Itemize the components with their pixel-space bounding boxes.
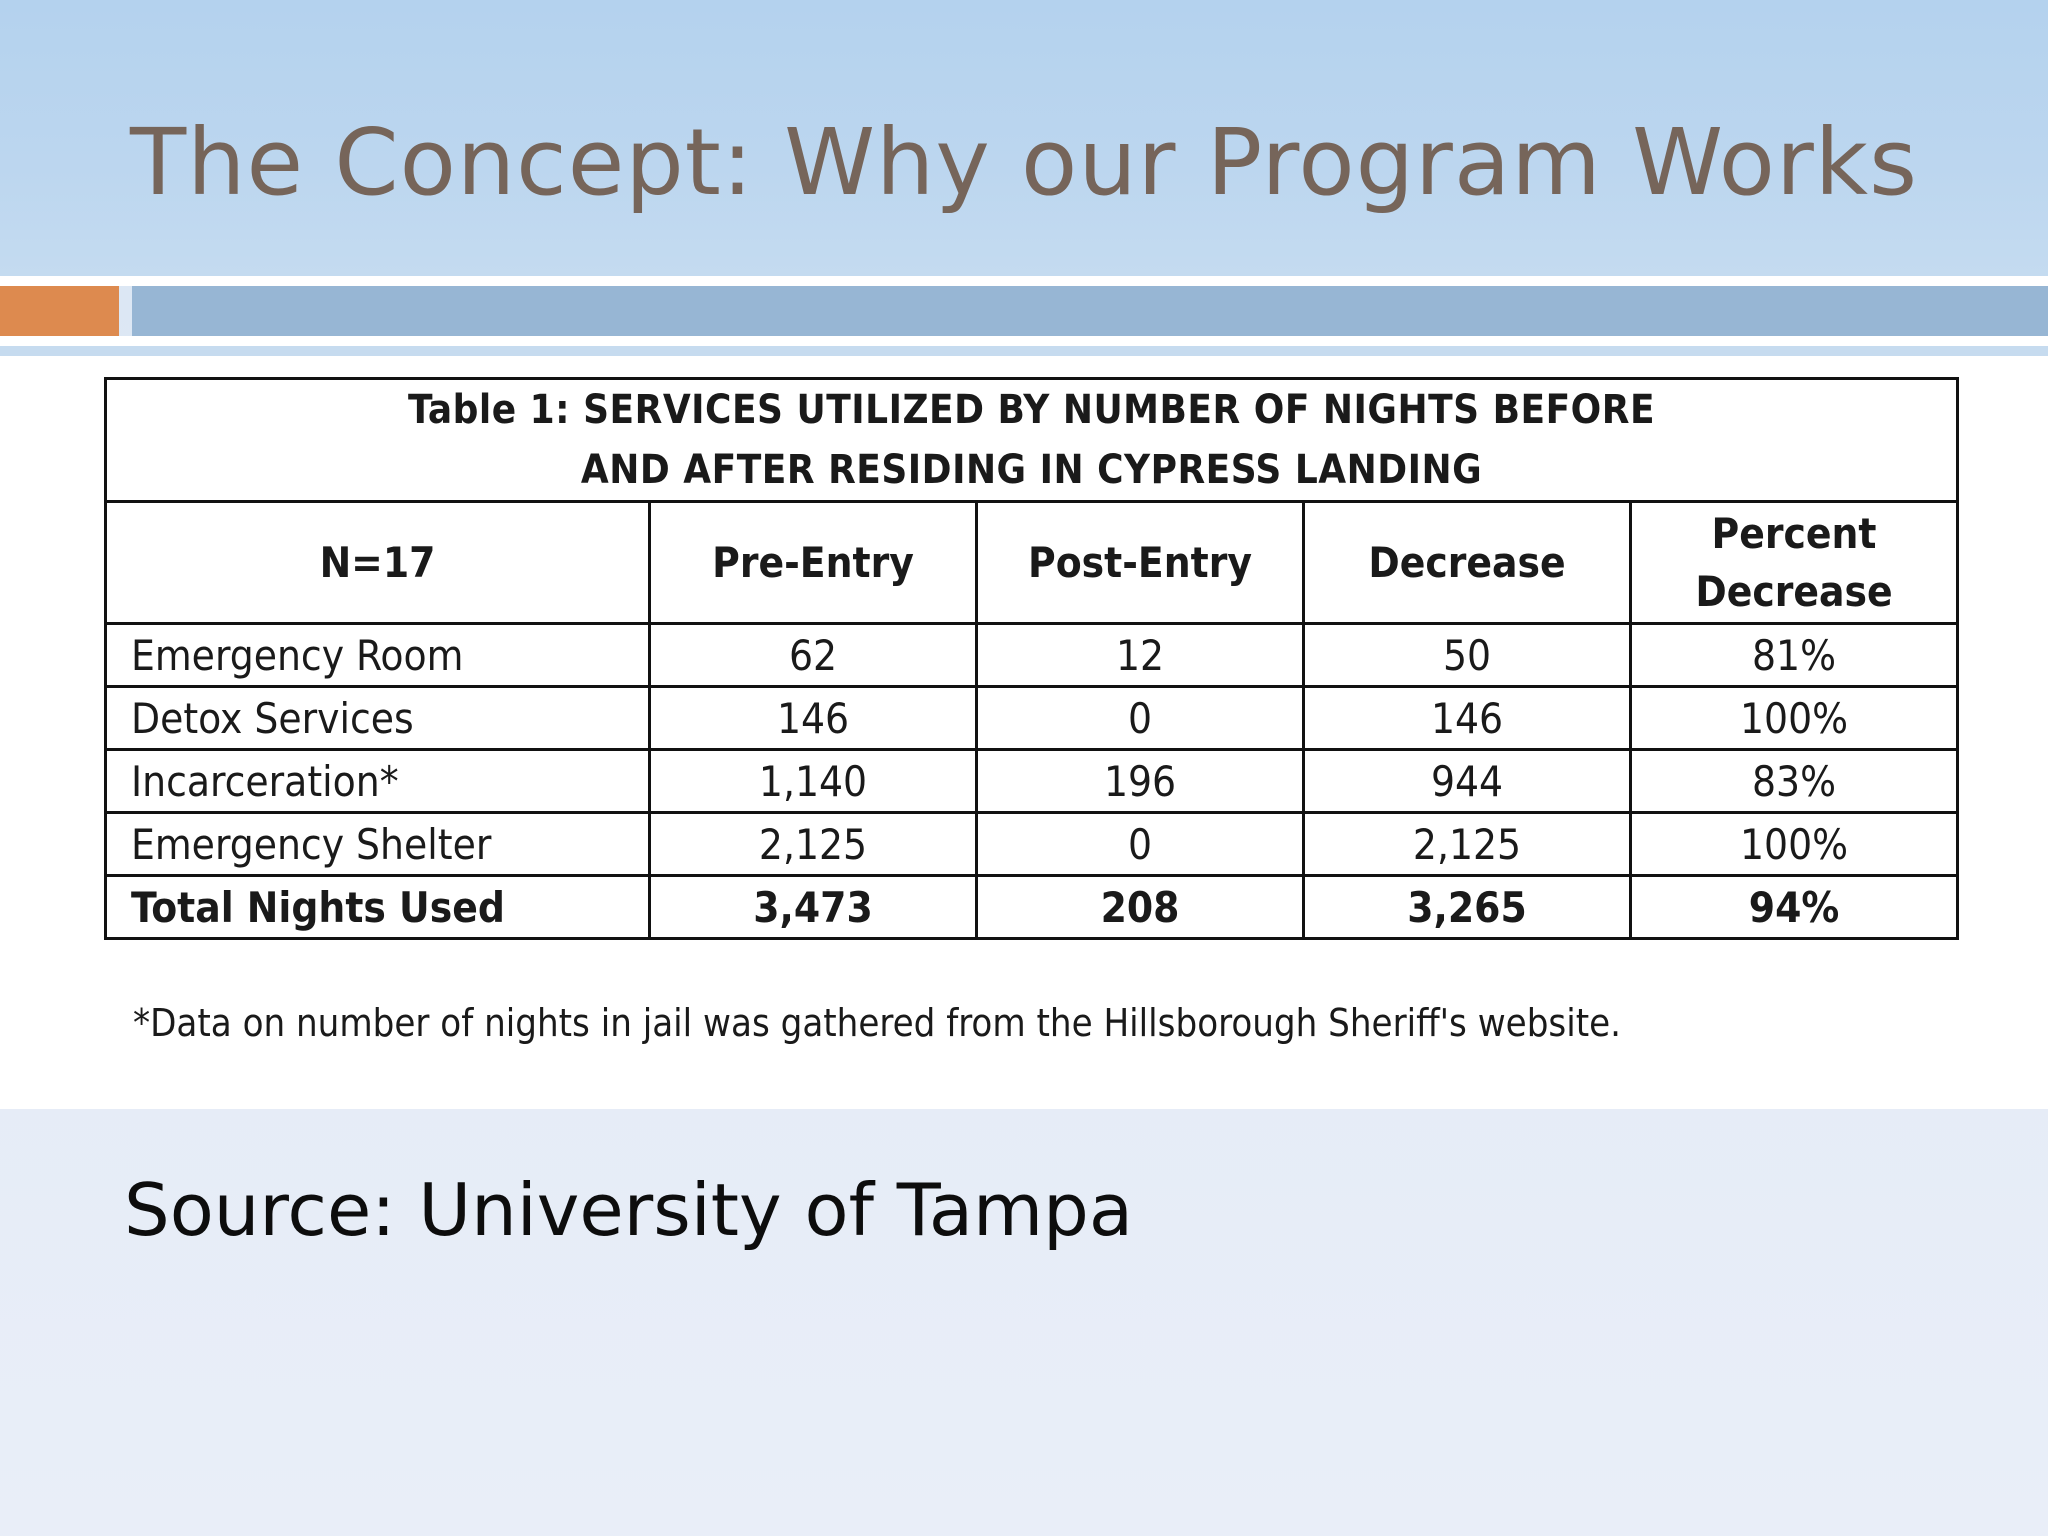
table-header-row xyxy=(106,502,1958,624)
accent-bar-orange xyxy=(0,286,119,336)
cell-decrease: 50 xyxy=(1304,624,1631,687)
row-label: Total Nights Used xyxy=(106,876,650,939)
table-row xyxy=(106,687,1958,750)
table-caption-line-1: Table 1: SERVICES UTILIZED BY NUMBER OF NIGHTS BEFORE xyxy=(407,387,1656,433)
services-table xyxy=(104,377,1959,940)
cell-post: 0 xyxy=(977,813,1304,876)
cell-post: 208 xyxy=(977,876,1304,939)
cell-pre: 2,125 xyxy=(650,813,977,876)
row-label: Emergency Shelter xyxy=(106,813,650,876)
slide-title: The Concept: Why our Program Works xyxy=(129,109,1919,216)
table-row xyxy=(106,750,1958,813)
cell-percent: 81% xyxy=(1631,624,1958,687)
header-percent-line-2: Decrease xyxy=(1695,566,1893,616)
cell-pre: 146 xyxy=(650,687,977,750)
cell-pre: 62 xyxy=(650,624,977,687)
cell-percent: 94% xyxy=(1631,876,1958,939)
table-footnote: *Data on number of nights in jail was gathered from the Hillsborough Sheriff's website. xyxy=(133,1001,1622,1045)
table-row xyxy=(106,624,1958,687)
cell-decrease: 146 xyxy=(1304,687,1631,750)
header-decrease: Decrease xyxy=(1304,502,1631,624)
header-percent-line-1: Percent xyxy=(1711,508,1877,558)
cell-post: 0 xyxy=(977,687,1304,750)
table-total-row xyxy=(106,876,1958,939)
row-label: Detox Services xyxy=(106,687,650,750)
accent-bar-thin xyxy=(0,346,2048,356)
cell-percent: 100% xyxy=(1631,813,1958,876)
accent-bar-blue xyxy=(132,286,2048,336)
cell-decrease: 944 xyxy=(1304,750,1631,813)
row-label: Incarceration* xyxy=(106,750,650,813)
cell-percent: 100% xyxy=(1631,687,1958,750)
table-caption xyxy=(106,379,1958,502)
header-pre-entry: Pre-Entry xyxy=(650,502,977,624)
cell-pre: 3,473 xyxy=(650,876,977,939)
cell-percent: 83% xyxy=(1631,750,1958,813)
header-n: N=17 xyxy=(106,502,650,624)
divider-gap xyxy=(0,276,2048,286)
source-text: Source: University of Tampa xyxy=(124,1168,1133,1252)
divider-gap-lower xyxy=(0,336,2048,346)
cell-post: 12 xyxy=(977,624,1304,687)
row-label: Emergency Room xyxy=(106,624,650,687)
cell-decrease: 3,265 xyxy=(1304,876,1631,939)
header-percent-decrease xyxy=(1631,502,1958,624)
cell-pre: 1,140 xyxy=(650,750,977,813)
table-row xyxy=(106,813,1958,876)
cell-post: 196 xyxy=(977,750,1304,813)
header-post-entry: Post-Entry xyxy=(977,502,1304,624)
table-caption-line-2: AND AFTER RESIDING IN CYPRESS LANDING xyxy=(580,447,1483,493)
cell-decrease: 2,125 xyxy=(1304,813,1631,876)
